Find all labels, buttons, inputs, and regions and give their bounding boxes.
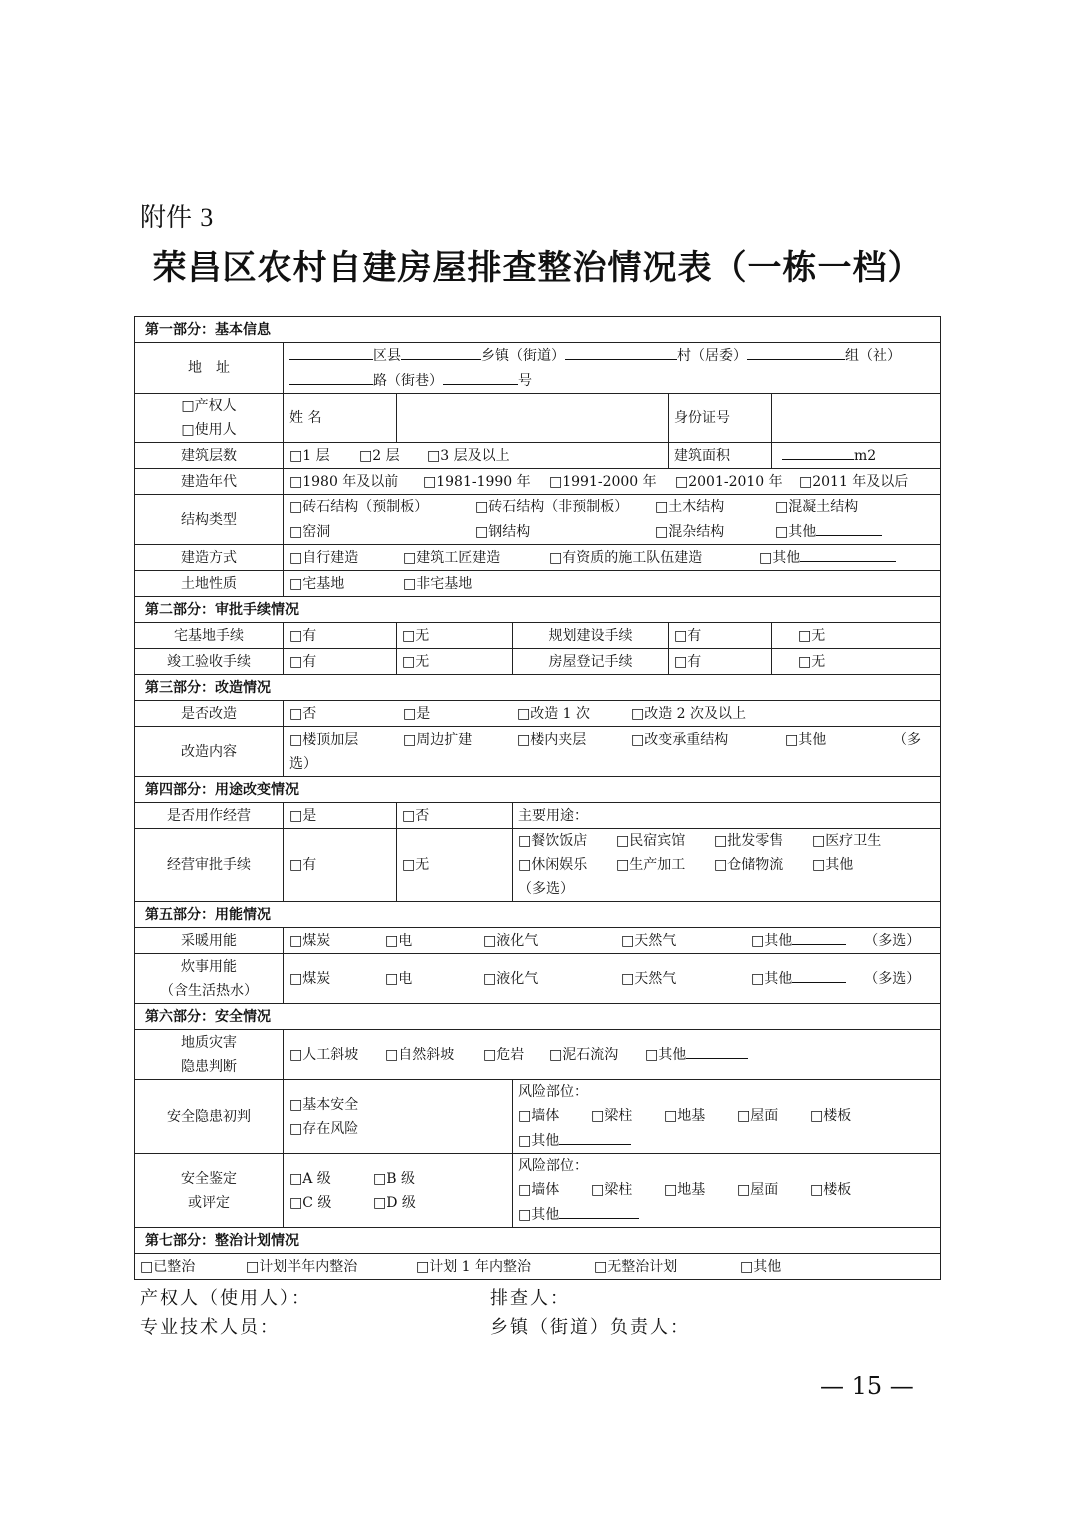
method-opt-3[interactable]: □有资质的施工队伍建造 xyxy=(549,550,703,566)
year-opt-5[interactable]: □2011 年及以后 xyxy=(799,473,909,490)
method-label: 建造方式 xyxy=(135,545,284,571)
use-production[interactable]: □生产加工 xyxy=(616,857,686,873)
floors-1-checkbox[interactable]: □1 层 xyxy=(289,447,330,464)
remediation-other[interactable]: □其他 xyxy=(740,1258,782,1275)
owner-row xyxy=(135,394,941,443)
remediation-row xyxy=(135,1254,941,1280)
owner-signature-label: 产权人（使用人）： xyxy=(140,1288,311,1309)
cooking-other[interactable]: □其他 xyxy=(751,971,793,987)
method-opt-4[interactable]: □其他 xyxy=(759,550,801,566)
use-warehouse[interactable]: □仓储物流 xyxy=(714,857,784,873)
section-4-heading: 第四部分：用途改变情况 xyxy=(135,777,941,803)
floors-label: 建筑层数 xyxy=(135,443,284,469)
cooking-gas[interactable]: □天然气 xyxy=(621,971,677,987)
heating-multi-note: （多选） xyxy=(864,933,921,949)
approval-yes[interactable]: □有 xyxy=(284,829,397,902)
business-use-row xyxy=(135,803,941,829)
at-risk-checkbox[interactable]: □存在风险 xyxy=(289,1120,359,1137)
owner-checkbox[interactable]: □产权人 xyxy=(181,398,237,414)
use-multi-note: （多选） xyxy=(518,881,574,897)
floors-2-checkbox[interactable]: □2 层 xyxy=(359,447,400,464)
business-use-label: 是否用作经营 xyxy=(135,803,284,829)
land-opt-2[interactable]: □非宅基地 xyxy=(403,575,473,592)
risk-beam[interactable]: □梁柱 xyxy=(591,1108,633,1124)
area-label: 建筑面积 xyxy=(669,443,772,469)
risk-wall[interactable]: □墙体 xyxy=(518,1108,560,1124)
risk-foundation[interactable]: □地基 xyxy=(664,1108,706,1124)
planning-yes[interactable]: □有 xyxy=(669,623,772,649)
homestead-label: 宅基地手续 xyxy=(135,623,284,649)
year-opt-4[interactable]: □2001-2010 年 xyxy=(675,473,783,490)
section-1-heading: 第一部分：基本信息 xyxy=(135,317,941,343)
owner-type-options[interactable] xyxy=(135,394,284,443)
year-opt-3[interactable]: □1991-2000 年 xyxy=(549,473,657,490)
hazard-dangerous-rock[interactable]: □危岩 xyxy=(483,1047,525,1063)
hazard-other[interactable]: □其他 xyxy=(645,1047,687,1063)
basically-safe-checkbox[interactable]: □基本安全 xyxy=(289,1096,359,1113)
registration-yes[interactable]: □有 xyxy=(669,649,772,675)
safety-prelim-label: 安全隐患初判 xyxy=(135,1080,284,1154)
address-label: 地 址 xyxy=(135,343,284,394)
business-no[interactable]: □否 xyxy=(397,803,513,829)
risk-floor-slab[interactable]: □楼板 xyxy=(810,1108,852,1124)
structure-opt-7[interactable]: □混杂结构 xyxy=(655,524,725,540)
name-label: 姓 名 xyxy=(284,394,397,443)
remediation-done[interactable]: □已整治 xyxy=(140,1258,196,1275)
grade-b[interactable]: □B 级 xyxy=(373,1170,415,1187)
registration-no[interactable]: □无 xyxy=(772,649,941,675)
appraisal-risk-beam[interactable]: □梁柱 xyxy=(591,1182,633,1198)
land-label: 土地性质 xyxy=(135,571,284,597)
grade-c[interactable]: □C 级 xyxy=(289,1194,332,1211)
structure-row xyxy=(135,495,941,545)
hazard-debris-flow[interactable]: □泥石流沟 xyxy=(549,1047,619,1063)
geohazard-row xyxy=(135,1030,941,1080)
planning-no[interactable]: □无 xyxy=(772,623,941,649)
year-label: 建造年代 xyxy=(135,469,284,495)
structure-opt-1[interactable]: □砖石结构（预制板） xyxy=(289,499,429,515)
structure-opt-6[interactable]: □钢结构 xyxy=(475,524,531,540)
completion-yes[interactable]: □有 xyxy=(284,649,397,675)
completion-no[interactable]: □无 xyxy=(397,649,513,675)
address-row xyxy=(135,343,941,394)
method-row xyxy=(135,545,941,571)
cooking-row xyxy=(135,954,941,1004)
heating-coal[interactable]: □煤炭 xyxy=(289,933,331,949)
renovated-label: 是否改造 xyxy=(135,701,284,727)
structure-opt-4[interactable]: □混凝土结构 xyxy=(775,499,859,515)
use-catering[interactable]: □餐饮饭店 xyxy=(518,833,588,849)
renovation-content-row xyxy=(135,727,941,777)
planning-label: 规划建设手续 xyxy=(513,623,669,649)
id-input[interactable] xyxy=(772,394,941,443)
floors-3plus-checkbox[interactable]: □3 层及以上 xyxy=(427,447,510,464)
floors-row xyxy=(135,443,941,469)
cooking-multi-note: （多选） xyxy=(864,971,921,987)
renovation-opt-2[interactable]: □周边扩建 xyxy=(403,731,473,748)
safety-prelim-row xyxy=(135,1080,941,1154)
cooking-label: 炊事用能 （含生活热水） xyxy=(135,954,284,1004)
main-use-label: 主要用途： xyxy=(513,803,941,829)
renovation-opt-1[interactable]: □楼顶加层 xyxy=(289,731,359,748)
renovation-opt-4[interactable]: □改变承重结构 xyxy=(631,731,729,748)
address-field[interactable]: 区县 乡镇（街道） 村（居委） 组（社） 路（街巷） 号 xyxy=(284,343,941,394)
use-retail[interactable]: □批发零售 xyxy=(714,833,784,849)
inspection-form-table xyxy=(134,316,941,1280)
appraisal-risk-other[interactable]: □其他 xyxy=(518,1207,560,1223)
appraisal-risk-wall[interactable]: □墙体 xyxy=(518,1182,560,1198)
attachment-label xyxy=(140,197,213,234)
safety-appraisal-row xyxy=(135,1154,941,1228)
heating-electric[interactable]: □电 xyxy=(385,933,413,949)
use-leisure[interactable]: □休闲娱乐 xyxy=(518,857,588,873)
risk-roof[interactable]: □屋面 xyxy=(737,1108,779,1124)
appraisal-risk-floor-slab[interactable]: □楼板 xyxy=(810,1182,852,1198)
renovation-opt-5[interactable]: □其他 xyxy=(785,731,827,748)
grade-a[interactable]: □A 级 xyxy=(289,1170,331,1187)
town-leader-signature-label: 乡镇（街道）负责人： xyxy=(490,1317,690,1338)
section-7-heading: 第七部分：整治计划情况 xyxy=(135,1228,941,1254)
method-opt-2[interactable]: □建筑工匠建造 xyxy=(403,550,501,566)
year-row xyxy=(135,469,941,495)
cooking-coal[interactable]: □煤炭 xyxy=(289,971,331,987)
completion-label: 竣工验收手续 xyxy=(135,649,284,675)
homestead-yes[interactable]: □有 xyxy=(284,623,397,649)
section-3-heading: 第三部分：改造情况 xyxy=(135,675,941,701)
structure-label: 结构类型 xyxy=(135,495,284,545)
section-2-heading: 第二部分：审批手续情况 xyxy=(135,597,941,623)
heating-other[interactable]: □其他 xyxy=(751,933,793,949)
renovated-yes[interactable]: □是 xyxy=(403,705,431,722)
user-checkbox[interactable]: □使用人 xyxy=(181,422,237,438)
renovated-no[interactable]: □否 xyxy=(289,705,317,722)
year-opt-1[interactable]: □1980 年及以前 xyxy=(289,473,399,490)
cooking-lpg[interactable]: □液化气 xyxy=(483,971,539,987)
hazard-artificial-slope[interactable]: □人工斜坡 xyxy=(289,1047,359,1063)
approval-row-1 xyxy=(135,623,941,649)
business-approval-row xyxy=(135,829,941,902)
renovation-multi-b: 选） xyxy=(289,755,317,772)
section-5-heading: 第五部分：用能情况 xyxy=(135,902,941,928)
attachment-number: 3 xyxy=(200,203,214,232)
renovation-multi-a: （多 xyxy=(893,731,921,748)
business-yes[interactable]: □是 xyxy=(284,803,397,829)
use-medical[interactable]: □医疗卫生 xyxy=(812,833,882,849)
registration-label: 房屋登记手续 xyxy=(513,649,669,675)
approval-no[interactable]: □无 xyxy=(397,829,513,902)
remediation-half-year[interactable]: □计划半年内整治 xyxy=(246,1258,358,1275)
renovation-content-label: 改造内容 xyxy=(135,727,284,777)
business-approval-label: 经营审批手续 xyxy=(135,829,284,902)
inspector-signature-label: 排查人： xyxy=(490,1288,570,1309)
structure-opt-8[interactable]: □其他 xyxy=(775,524,817,540)
appraisal-risk-roof[interactable]: □屋面 xyxy=(737,1182,779,1198)
method-opt-1[interactable]: □自行建造 xyxy=(289,550,359,566)
appraisal-risk-foundation[interactable]: □地基 xyxy=(664,1182,706,1198)
appraisal-risk-label: 风险部位： xyxy=(518,1158,588,1174)
renovation-opt-3[interactable]: □楼内夹层 xyxy=(517,731,587,748)
heating-row xyxy=(135,928,941,954)
form-title: 荣昌区农村自建房屋排查整治情况表（一栋一档） xyxy=(152,248,923,288)
technician-signature-label: 专业技术人员： xyxy=(140,1317,280,1338)
name-input[interactable] xyxy=(397,394,669,443)
structure-opt-2[interactable]: □砖石结构（非预制板） xyxy=(475,499,629,515)
safety-appraisal-label: 安全鉴定 或评定 xyxy=(135,1154,284,1228)
homestead-no[interactable]: □无 xyxy=(397,623,513,649)
geohazard-label: 地质灾害 隐患判断 xyxy=(135,1030,284,1080)
heating-lpg[interactable]: □液化气 xyxy=(483,933,539,949)
use-other[interactable]: □其他 xyxy=(812,857,854,873)
cooking-electric[interactable]: □电 xyxy=(385,971,413,987)
heating-gas[interactable]: □天然气 xyxy=(621,933,677,949)
grade-d[interactable]: □D 级 xyxy=(373,1194,416,1211)
area-field[interactable]: m2 xyxy=(772,443,941,469)
year-opt-2[interactable]: □1981-1990 年 xyxy=(423,473,531,490)
remediation-one-year[interactable]: □计划 1 年内整治 xyxy=(416,1258,532,1275)
renovated-row xyxy=(135,701,941,727)
attachment-prefix: 附件 xyxy=(140,203,193,233)
structure-opt-3[interactable]: □土木结构 xyxy=(655,499,725,515)
risk-location-label: 风险部位： xyxy=(518,1084,588,1100)
structure-opt-5[interactable]: □窑洞 xyxy=(289,524,331,540)
renovated-twice[interactable]: □改造 2 次及以上 xyxy=(631,705,747,722)
heating-label: 采暖用能 xyxy=(135,928,284,954)
section-6-heading: 第六部分：安全情况 xyxy=(135,1004,941,1030)
land-row xyxy=(135,571,941,597)
remediation-none[interactable]: □无整治计划 xyxy=(594,1258,678,1275)
hazard-natural-slope[interactable]: □自然斜坡 xyxy=(385,1047,455,1063)
use-lodging[interactable]: □民宿宾馆 xyxy=(616,833,686,849)
renovated-once[interactable]: □改造 1 次 xyxy=(517,705,591,722)
risk-other[interactable]: □其他 xyxy=(518,1133,560,1149)
id-label: 身份证号 xyxy=(669,394,772,443)
page-number: — 15 — xyxy=(820,1372,914,1400)
land-opt-1[interactable]: □宅基地 xyxy=(289,575,345,592)
approval-row-2 xyxy=(135,649,941,675)
